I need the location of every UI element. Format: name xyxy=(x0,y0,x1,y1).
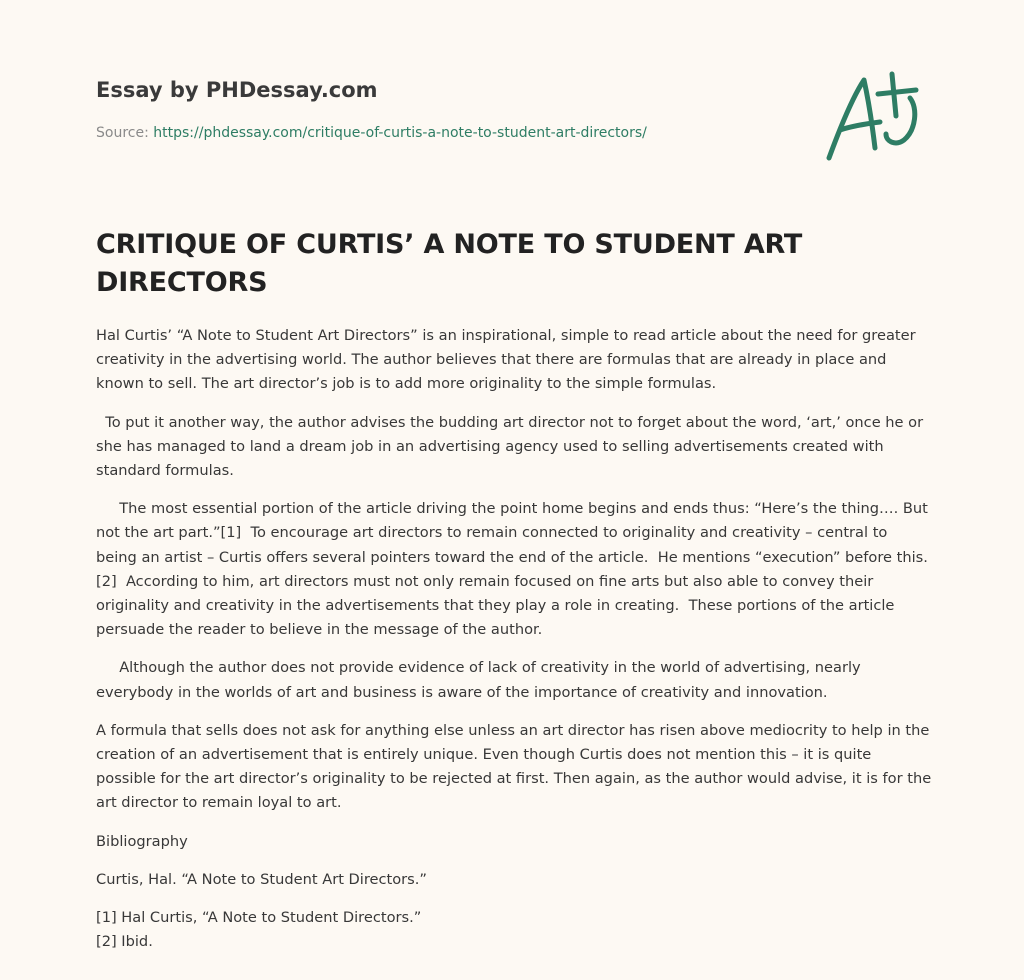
article-title: CRITIQUE OF CURTIS’ A NOTE TO STUDENT ART DIRECTORS xyxy=(96,229,803,298)
bibliography-entry: Curtis, Hal. “A Note to Student Art Directors.” xyxy=(96,870,427,888)
page-header xyxy=(96,74,796,144)
paragraph: Hal Curtis’ “A Note to Student Art Directors” is an inspirational, simple to read article about the need for greater creativity in the advertising world. The author believes that there are formulas that are already in place and known to sell. The art director’s job is to add more originality to the simple formulas. xyxy=(96,327,916,393)
paragraph: Although the author does not provide evidence of lack of creativity in the world of advertising, nearly everybody in the worlds of art and business is aware of the importance of creativity and innovation. xyxy=(96,659,866,701)
source-label: Source: xyxy=(96,125,149,141)
paragraph: The most essential portion of the article driving the point home begins and ends thus: “Here’s the thing…. But not the art part.”[1] To encourage art directors to remain connected to originality and creativity – central to being an artist – Curtis offers several pointers toward the end of the article. He mentions “execution” before this.[2] According to him, art directors must not only remain focused on fine arts but also able to convey their originality and creativity in the advertisements that they play a role in creating. These portions of the article persuade the reader to believe in the message of the author. xyxy=(96,500,933,639)
footnote: [2] Ibid. xyxy=(96,933,153,951)
footnote: [1] Hal Curtis, “A Note to Student Directors.” xyxy=(96,909,422,927)
article xyxy=(96,226,932,954)
source-link[interactable]: https://phdessay.com/critique-of-curtis-a-note-to-student-art-directors/ xyxy=(153,125,647,141)
source-line xyxy=(96,122,796,144)
paragraph: A formula that sells does not ask for anything else unless an art director has risen above mediocrity to help in the creation of an advertisement that is entirely unique. Even though Curtis does not mention this – it is quite possible for the art director’s originality to be rejected at first. Then again, as the author would advise, it is for the art director to remain loyal to art. xyxy=(96,721,932,812)
site-title: Essay by PHDessay.com xyxy=(96,78,378,102)
a-plus-logo-icon xyxy=(822,68,932,168)
bibliography-heading: Bibliography xyxy=(96,832,188,850)
paragraph: To put it another way, the author advises the budding art director not to forget about the word, ‘art,’ once he or she has managed to land a dream job in an advertising agency used to selling advertisements created with standard formulas. xyxy=(96,413,928,480)
